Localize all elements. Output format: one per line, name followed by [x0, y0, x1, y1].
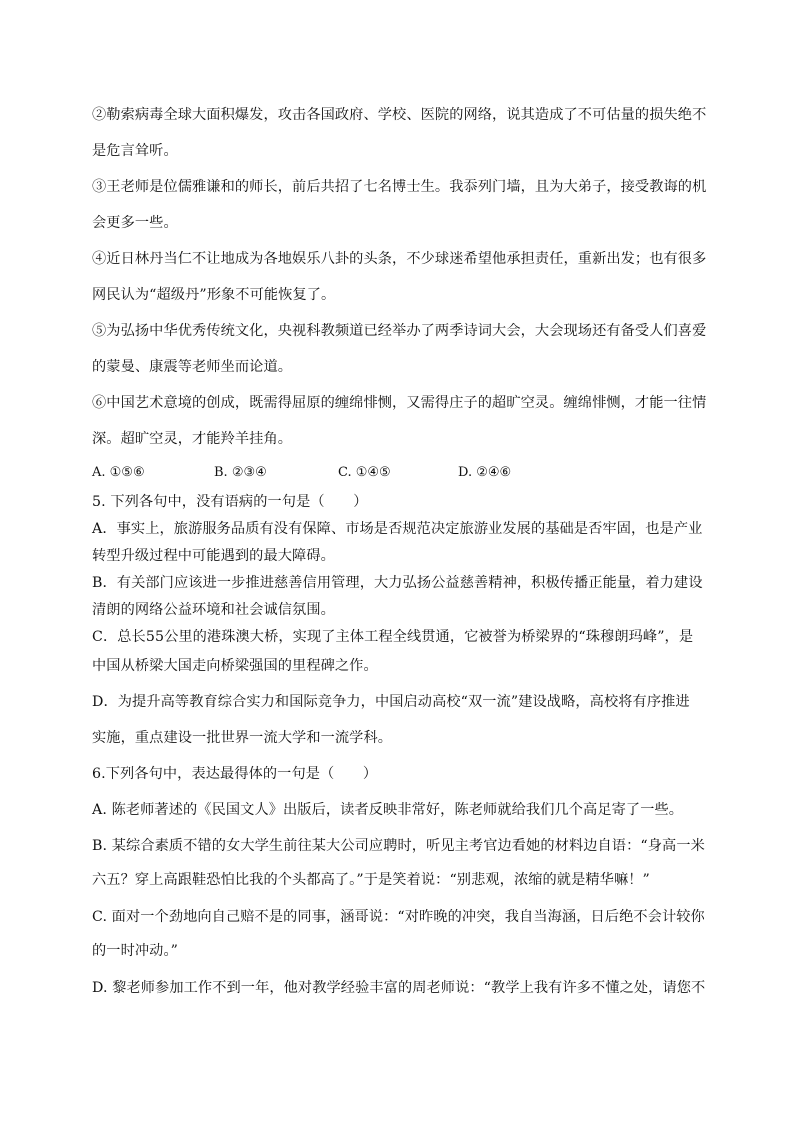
option-b: B. ②③④: [214, 465, 267, 480]
q6-option-d-line-1: D. 黎老师参加工作不到一年，他对教学经验丰富的周老师说：“教学上我有许多不懂之处，请您不: [92, 980, 706, 996]
item-3-line-2: 会更多一些。: [92, 215, 178, 231]
q6-option-c-line-1: C. 面对一个劲地向自己赔不是的同事，涵哥说：“对昨晚的冲突，我自当海涵，日后绝不会计较你: [92, 909, 705, 925]
q5-option-a-line-1: A．事实上，旅游服务品质有没有保障、市场是否规范决定旅游业发展的基础是否牢固，也是产业: [92, 521, 703, 537]
item-5-line-2: 的蒙曼、康震等老师坐而论道。: [92, 359, 293, 375]
option-a: A. ①⑤⑥: [92, 465, 145, 480]
q6-option-b-line-2: 六五？穿上高跟鞋恐怕比我的个头都高了。”于是笑着说：“别悲观，浓缩的就是精华嘛！”: [92, 872, 650, 888]
q6-option-a: A. 陈老师著述的《民国文人》出版后，读者反映非常好，陈老师就给我们几个高足寄了一些。: [92, 802, 684, 818]
option-c: C. ①④⑤: [338, 465, 391, 480]
q6-option-b-line-1: B. 某综合素质不错的女大学生前往某大公司应聘时，听见主考官边看她的材料边自语：“身高一米: [92, 838, 705, 854]
item-6-line-1: ⑥中国艺术意境的创成，既需得屈原的缠绵悱恻，又需得庄子的超旷空灵。缠绵悱恻，才能一往情: [92, 395, 707, 411]
q5-option-d-line-2: 实施，重点建设一批世界一流大学和一流学科。: [92, 730, 393, 746]
q5-option-b-line-1: B．有关部门应该进一步推进慈善信用管理，大力弘扬公益慈善精神，积极传播正能量，着力建设: [92, 575, 703, 591]
item-3-line-1: ③王老师是位儒雅谦和的师长，前后共招了七名博士生。我忝列门墙，且为大弟子，接受教诲的机: [92, 179, 707, 195]
item-4-line-2: 网民认为“超级丹”形象不可能恢复了。: [92, 287, 336, 303]
q5-option-b-line-2: 清朗的网络公益环境和社会诚信氛围。: [92, 602, 335, 618]
question-6-stem: 6.下列各句中，表达最得体的一句是（ ）: [92, 766, 378, 782]
q5-option-d-line-1: D．为提升高等教育综合实力和国际竞争力，中国启动高校“双一流”建设战略，高校将有序推进: [92, 694, 690, 710]
item-5-line-1: ⑤为弘扬中华优秀传统文化，央视科教频道已经举办了两季诗词大会，大会现场还有备受人们喜爱: [92, 323, 707, 339]
q5-option-c-line-1: C．总长55公里的港珠澳大桥，实现了主体工程全线贯通，它被誉为桥梁界的“珠穆朗玛峰”，是: [92, 629, 694, 645]
q5-option-a-line-2: 转型升级过程中可能遇到的最大障碍。: [92, 548, 335, 564]
item-4-line-1: ④近日林丹当仁不让地成为各地娱乐八卦的头条，不少球迷希望他承担责任，重新出发；也有很多: [92, 251, 707, 267]
option-d: D. ②④⑥: [458, 465, 512, 480]
item-2-line-1: ②勒索病毒全球大面积爆发，攻击各国政府、学校、医院的网络，说其造成了不可估量的损失绝不: [92, 107, 707, 123]
q6-option-c-line-2: 的一时冲动。”: [92, 943, 178, 959]
q5-option-c-line-2: 中国从桥梁大国走向桥梁强国的里程碑之作。: [92, 658, 378, 674]
item-6-line-2: 深。超旷空灵，才能羚羊挂角。: [92, 431, 293, 447]
question-5-stem: 5. 下列各句中，没有语病的一句是（ ）: [92, 494, 368, 510]
item-2-line-2: 是危言耸听。: [92, 143, 178, 159]
